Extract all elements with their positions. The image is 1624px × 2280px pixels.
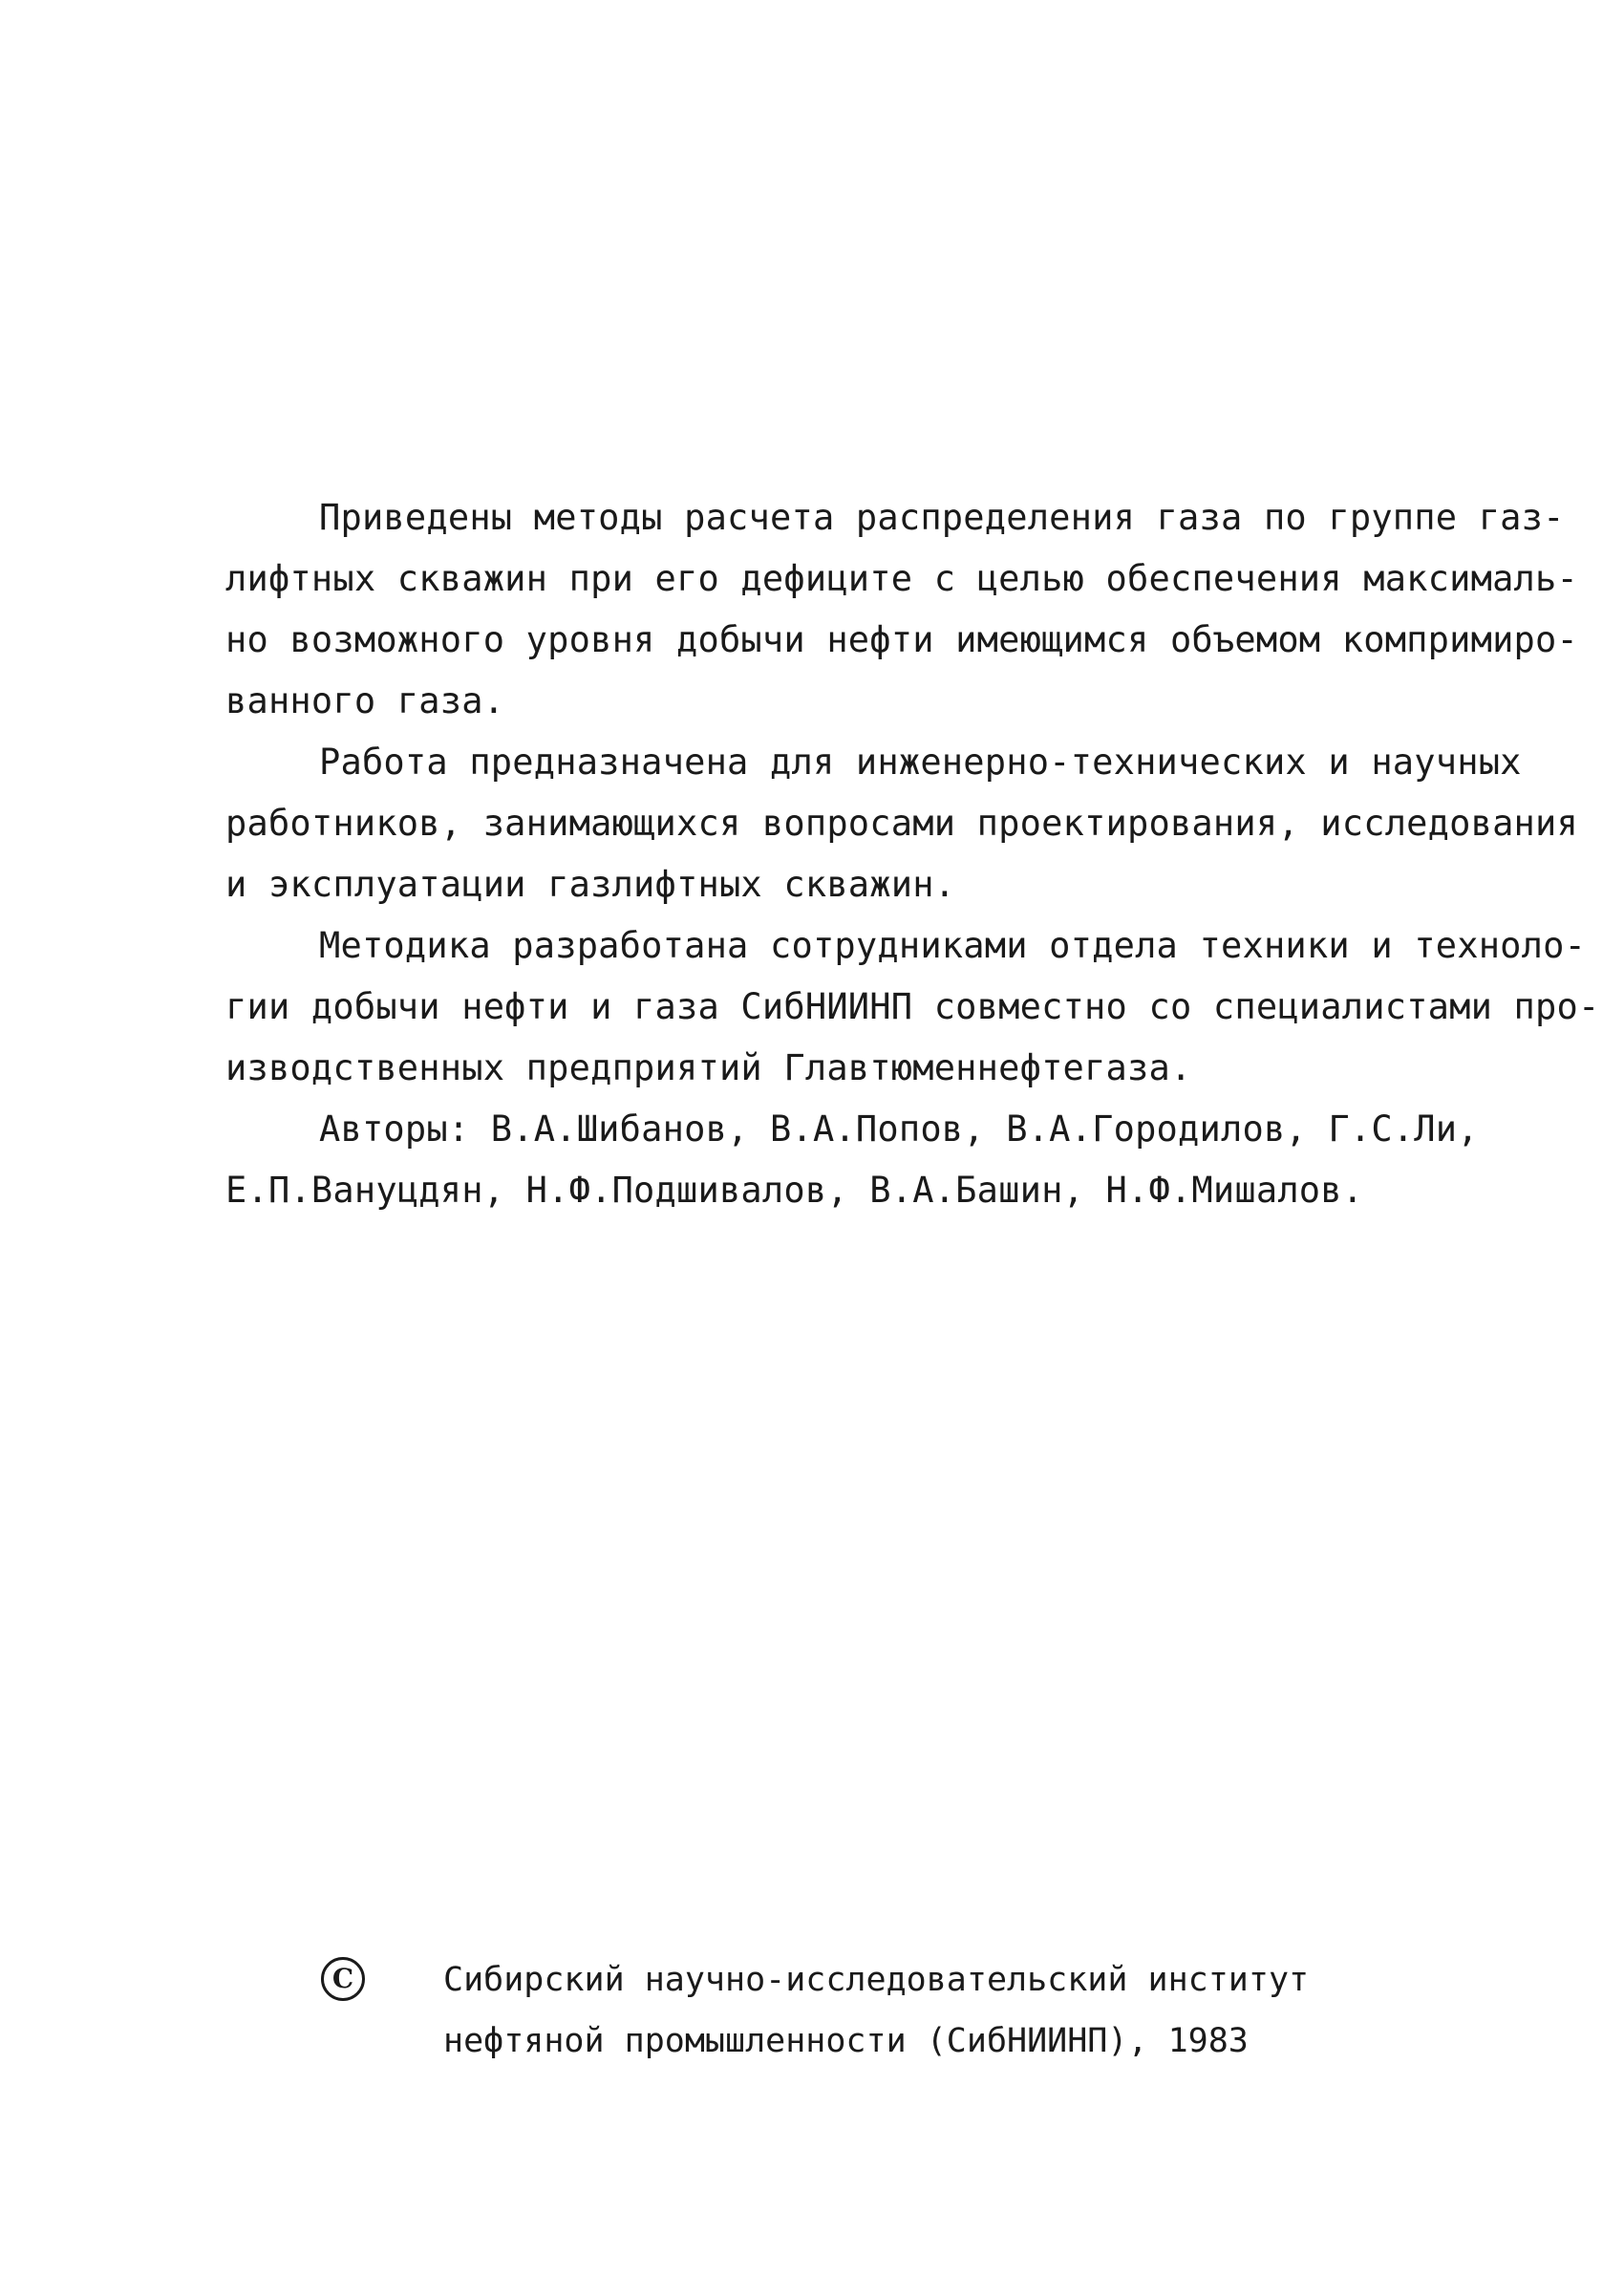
text-line: Приведены методы расчета распределения газа по группе газ- — [319, 497, 1565, 538]
text-line: лифтных скважин при его дефиците с целью обеспечения максималь- — [225, 558, 1578, 599]
text-line: гии добычи нефти и газа СибНИИНП совместно со специалистами про- — [225, 986, 1600, 1027]
abstract-text — [225, 487, 1600, 1221]
copyright-line-year: нефтяной промышленности (СибНИИНП), 1983 — [443, 2022, 1249, 2060]
copyright-text — [443, 1949, 1309, 2072]
copyright-notice — [321, 1949, 1372, 2083]
copyright-line-institute: Сибирский научно-исследовательский институт — [443, 1961, 1310, 1999]
paragraph-audience — [225, 732, 1578, 915]
text-line: Методика разработана сотрудниками отдела техники и техноло- — [319, 925, 1587, 966]
text-line: и эксплуатации газлифтных скважин. — [225, 864, 956, 905]
text-line: но возможного уровня добычи нефти имеющимся объемом компримиро- — [225, 619, 1578, 660]
paragraph-developers — [225, 915, 1600, 1099]
text-line: ванного газа. — [225, 680, 505, 721]
text-line: Работа предназначена для инженерно-технических и научных — [319, 742, 1522, 783]
paragraph-methods — [225, 487, 1578, 732]
text-line: Авторы: В.А.Шибанов, В.А.Попов, В.А.Городилов, Г.С.Ли, — [319, 1108, 1479, 1150]
copyright-icon: C — [321, 1957, 365, 2001]
paragraph-authors — [225, 1099, 1479, 1221]
text-line: Е.П.Вануцдян, Н.Ф.Подшивалов, В.А.Башин, Н.Ф.Мишалов. — [225, 1170, 1364, 1211]
text-line: изводственных предприятий Главтюменнефтегаза. — [225, 1047, 1192, 1088]
text-line: работников, занимающихся вопросами проектирования, исследования — [225, 803, 1578, 844]
